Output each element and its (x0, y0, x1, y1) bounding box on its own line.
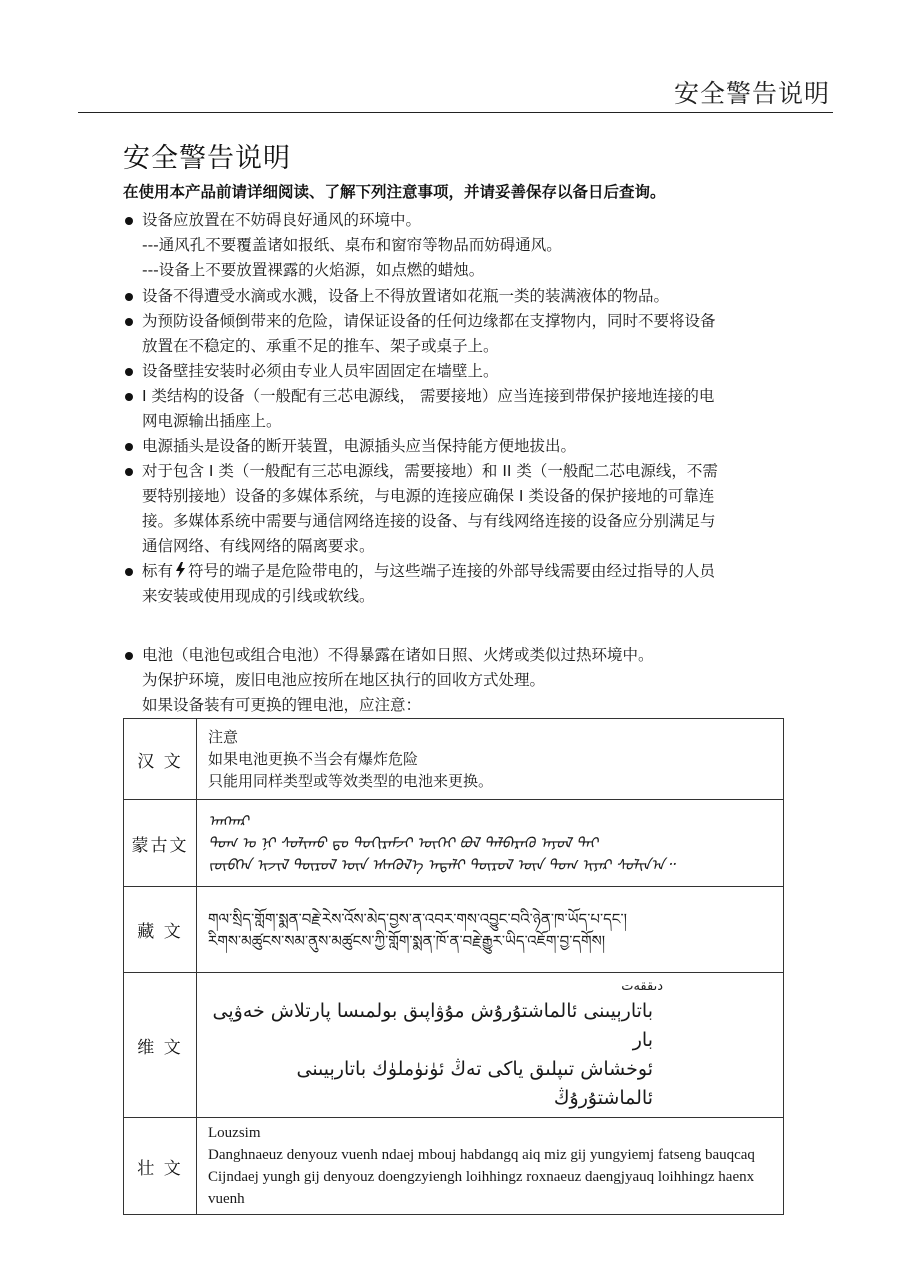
language-name: 汉 文 (124, 719, 197, 800)
item-text: 网电源输出插座上。 (142, 412, 282, 430)
language-name: 藏 文 (124, 887, 197, 973)
list-item (123, 208, 795, 233)
warning-line: 只能用同样类型或等效类型的电池来更换。 (208, 772, 494, 790)
battery-lithium-text: 如果设备装有可更换的锂电池，应注意： (142, 696, 422, 714)
item-text: 通信网络、有线网络的隔离要求。 (142, 537, 375, 555)
sub-item: ---通风孔不要覆盖诸如报纸、桌布和窗帘等物品而妨碍通风。 (142, 236, 562, 254)
item-text: 电源插头是设备的断开装置，电源插头应当保持能方便地拔出。 (142, 437, 577, 455)
warning-line: ئوخشاش تىپلىق ياكى تەڭ ئۈنۈملۈك باتارېيىنى ئالماشتۇرۇڭ (296, 1058, 653, 1109)
header-title: 安全警告说明 (673, 79, 830, 108)
warning-line: ᠠᠩᠬᠠᠷ (208, 812, 249, 830)
item-text: 设备壁挂安装时必须由专业人员牢固固定在墙壁上。 (142, 362, 499, 380)
warning-text-cell (197, 1118, 784, 1215)
list-item (123, 643, 795, 668)
warning-text-cell (197, 719, 784, 800)
item-text: 为预防设备倾倒带来的危险，请保证设备的任何边缘都在支撑物内，同时不要将设备 (142, 312, 716, 330)
item-text: 要特别接地）设备的多媒体系统，与电源的连接应确保 I 类设备的保护接地的可靠连 (142, 487, 715, 505)
item-text: 标有 (142, 562, 174, 580)
warning-line: دىققەت (621, 979, 663, 994)
item-text: 电池（电池包或组合电池）不得暴露在诸如日照、火烤或类似过热环境中。 (142, 646, 654, 664)
item-text: 接。多媒体系统中需要与通信网络连接的设备、与有线网络连接的设备应分别满足与 (142, 512, 716, 530)
warning-line: Danghnaeuz denyouz vuenh ndaej mbouj habdangq aiq miz gij yungyiemj fatseng bauqcaq (208, 1147, 755, 1163)
item-text: 设备不得遭受水滴或水溅，设备上不得放置诸如花瓶一类的装满液体的物品。 (142, 287, 670, 305)
warning-line: Louzsim (208, 1125, 261, 1141)
table-row (124, 800, 784, 887)
warning-line: རིགས་མཚུངས་སམ་ནུས་མཚུངས་ཀྱི་གློག་སྨན་ཁོ་ན་བརྗེ་རྒྱུར་ཡིད་འཇོག་བྱ་དགོས། (208, 931, 606, 950)
header-rule (78, 112, 833, 113)
warning-line: ᠲᠣᠭ ᠤ ᠨᠢ ᠰᠣᠯᠢᠬᠤ ᠳᠤ ᠲᠣᠬᠢᠷᠠᠮᠵᠢ ᠦᠭᠡᠢ ᠪᠣᠯ ᠳᠡᠯᠪᠡᠷᠡᠬᠦ ᠠᠶᠤᠯ ᠲᠠᠢ (208, 834, 598, 852)
item-text: 符号的端子是危险带电的，与这些端子连接的外部导线需要由经过指导的人员 (188, 562, 716, 580)
warning-text-cell (197, 800, 784, 887)
item-text: 来安装或使用现成的引线或软线。 (142, 587, 375, 605)
language-name: 壮 文 (124, 1118, 197, 1215)
list-item (123, 434, 795, 459)
language-name: 维 文 (124, 973, 197, 1118)
battery-warning-table (123, 718, 784, 1215)
warning-line: 如果电池更换不当会有爆炸危险 (208, 750, 419, 768)
battery-section (123, 643, 795, 718)
warning-text-cell (197, 973, 784, 1118)
table-row (124, 973, 784, 1118)
table-row (124, 1118, 784, 1215)
item-text: 设备应放置在不妨碍良好通风的环境中。 (142, 211, 422, 229)
battery-disposal-text: 为保护环境，废旧电池应按所在地区执行的回收方式处理。 (142, 671, 546, 689)
warning-line: باتارېيىنى ئالماشتۇرۇش مۇۋاپىق بولمىسا پارتلاش خەۋپى بار (212, 1000, 653, 1051)
language-name: 蒙古文 (124, 800, 197, 887)
list-item (123, 384, 795, 434)
warning-line: Cijndaej yungh gij denyouz doengzyiengh loihhingz roxnaeuz daengjyauq loihhingz haenx vuenh (208, 1169, 755, 1207)
item-text: 放置在不稳定的、承重不足的推车、架子或桌子上。 (142, 337, 499, 355)
list-item (123, 359, 795, 384)
page-title: 安全警告说明 (123, 143, 291, 174)
list-item (123, 559, 795, 609)
lightning-bolt-icon (175, 562, 186, 578)
item-text: 对于包含 I 类（一般配有三芯电源线，需要接地）和 II 类（一般配二芯电源线，不需 (142, 462, 718, 480)
warning-line: 注意 (208, 728, 239, 746)
warning-line: གལ་སྲིད་གློག་སྨན་བརྗེ་རེས་འོས་མེད་བྱས་ན་འབར་གས་འབྱུང་བའི་ཉེན་ཁ་ཡོད་པ་དང་། (208, 909, 627, 928)
intro-notice: 在使用本产品前请详细阅读、了解下列注意事项，并请妥善保存以备日后查询。 (123, 183, 666, 201)
warning-line: ᠵᠥᠪᠬᠡᠨ ᠢᠵᠢᠯ ᠲᠥᠷᠥᠯ ᠦᠨ ᠡᠰᠡᠬᠦᠯ᠎ᠡ ᠠᠳᠠᠯᠢ ᠲᠥᠷᠥᠯ ᠦᠨ ᠲᠣᠭ ᠢᠶᠠᠷ ᠰᠣᠯᠢᠨ᠎ᠠ᠃ (208, 856, 675, 874)
warning-list (123, 208, 795, 609)
table-row (124, 719, 784, 800)
list-item (123, 459, 795, 559)
list-item (123, 284, 795, 309)
item-text: I 类结构的设备（一般配有三芯电源线， 需要接地）应当连接到带保护接地连接的电 (142, 387, 715, 405)
list-item (123, 309, 795, 359)
table-row (124, 887, 784, 973)
sub-item: ---设备上不要放置裸露的火焰源，如点燃的蜡烛。 (142, 261, 485, 279)
warning-text-cell (197, 887, 784, 973)
